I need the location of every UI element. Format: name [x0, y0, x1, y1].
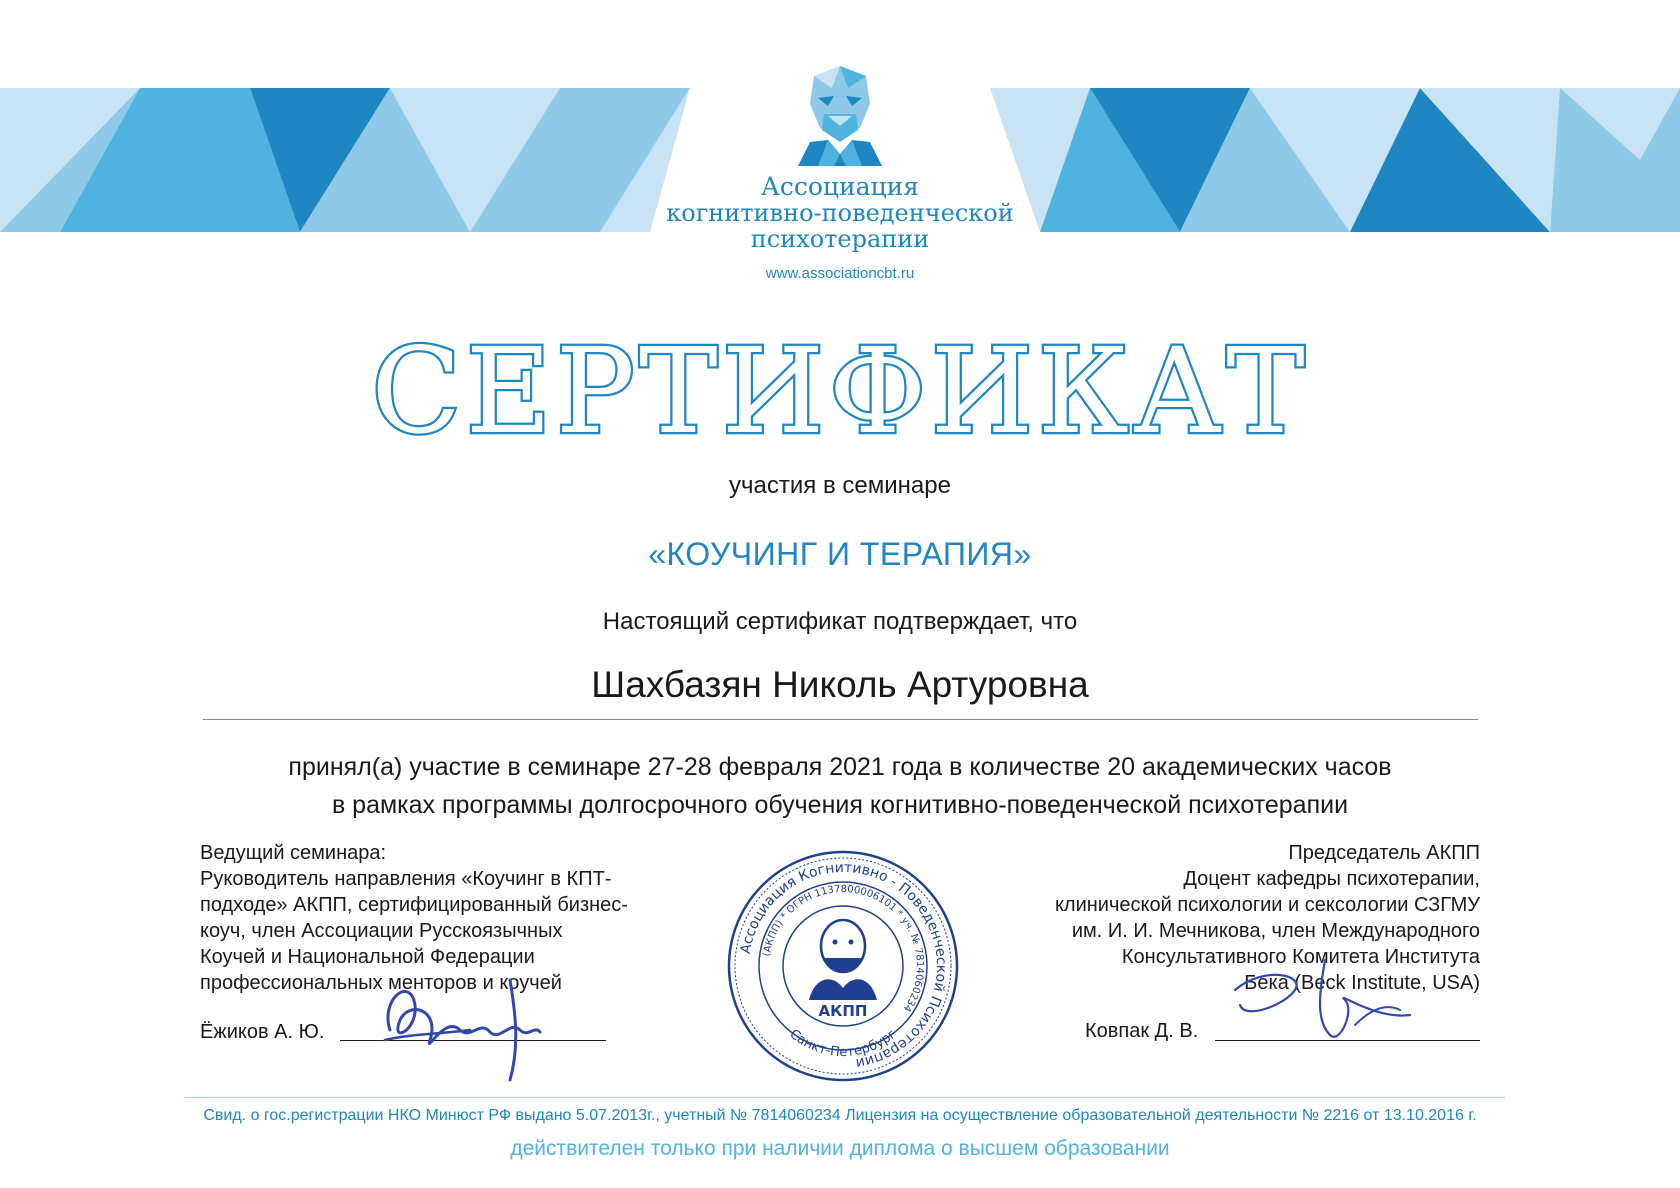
seminar-name: «КОУЧИНГ И ТЕРАПИЯ»: [648, 536, 1032, 572]
participation-description: [140, 748, 1540, 824]
stamp-city: Санкт-Петербург: [786, 1026, 900, 1061]
org-name-line-2: когнитивно-поведенческой: [666, 199, 1014, 227]
organization-stamp: [725, 848, 961, 1084]
right-signatory-line: Председатель АКПП: [1288, 842, 1480, 864]
left-signatory-line: коуч, член Ассоциации Русскоязычных: [200, 920, 563, 942]
validity-note: действителен только при наличии диплома о высшем образовании: [510, 1137, 1170, 1160]
registration-info: Свид. о гос.регистрации НКО Минюст РФ выдано 5.07.2013г., учетный № 7814060234 Лицензия на осуществление образовательной деятельности № 2216 от 13.10.2016 г.: [203, 1107, 1477, 1124]
left-handwritten-signature: [370, 960, 570, 1085]
certificate-title: [340, 322, 1340, 452]
stamp-abbreviation: АКПП: [818, 1002, 868, 1020]
left-signatory-line: профессиональных менторов и коучей: [200, 972, 562, 994]
stamp-portrait-icon: [809, 920, 877, 1000]
left-signatory-name: Ёжиков А. Ю.: [200, 1021, 325, 1043]
right-signatory-name: Ковпак Д. В.: [1085, 1020, 1199, 1042]
left-signatory-line: Руководитель направления «Коучинг в КПТ-: [200, 868, 612, 890]
right-signatory-line: клинической психологии и сексологии СЗГМУ: [1054, 894, 1480, 916]
confirmation-text: Настоящий сертификат подтверждает, что: [602, 608, 1078, 635]
right-handwritten-signature: [1225, 950, 1415, 1045]
stamp-outer-text: Ассоциация Когнитивно - Поведенческой Психотерапии: [737, 859, 950, 1072]
description-line-2: в рамках программы долгосрочного обучения когнитивно-поведенческой психотерапии: [331, 791, 1349, 819]
right-signatory-line: им. И. И. Мечникова, член Международного: [1071, 920, 1480, 942]
left-signatory-line: подходе» АКПП, сертифицированный бизнес-: [200, 894, 628, 916]
pavlov-portrait-logo-icon: [788, 58, 892, 166]
organization-name: [540, 174, 1140, 252]
org-name-line-1: Ассоциация: [760, 172, 920, 201]
participation-text: участия в семинаре: [729, 472, 951, 499]
recipient-underline: [203, 719, 1478, 720]
organization-url: www.associationcbt.ru: [765, 265, 915, 282]
right-signatory-line: Бека (Beck Institute, USA): [1244, 972, 1480, 994]
right-signatory-line: Доцент кафедры психотерапии,: [1183, 868, 1480, 890]
recipient-name: Шахбазян Николь Артуровна: [591, 664, 1089, 705]
description-line-1: принял(а) участие в семинаре 27-28 февраля 2021 года в количестве 20 академических часов: [288, 753, 1392, 781]
org-name-line-3: психотерапии: [750, 225, 930, 253]
certificate-title-text: СЕРТИФИКАТ: [371, 322, 1309, 452]
stamp-inner-text: (АКПП) * ОГРН 1137800006101 * уч. № 7814060234: [761, 883, 926, 1014]
left-signatory-line: Коучей и Национальной Федерации: [200, 946, 535, 968]
footer-divider: [185, 1097, 1505, 1098]
right-signatory-line: Консультативного Комитета Института: [1121, 946, 1480, 968]
left-signatory-line: Ведущий семинара:: [200, 842, 387, 864]
